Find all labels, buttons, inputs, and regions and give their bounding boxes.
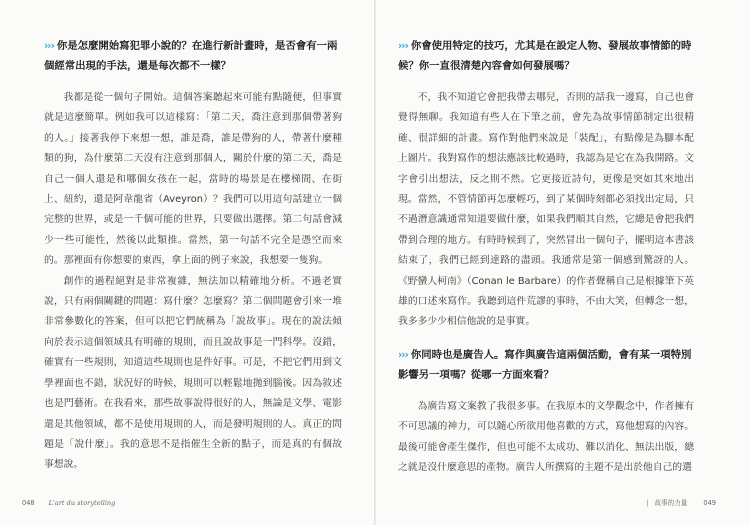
running-title: 故事的力量 bbox=[654, 499, 688, 507]
question-text: 你是怎麼開始寫犯罪小說的？在進行新計畫時，是否會有一兩個經常出現的手法，還是每次都不一樣？ bbox=[44, 40, 338, 72]
question-arrow-icon: ››› bbox=[398, 348, 408, 361]
interview-question bbox=[398, 36, 694, 76]
answer-paragraph: 不，我不知道它會把我帶去哪兒，否則的話我一邊寫，自己也會覺得無聊。我知道有些人在下筆之前，會先為故事情節制定出很精確、很詳細的計畫。寫作對他們來說是「裝配」，有點像是為腳本配上圖片。我對寫作的想法應該比較過時，我認為是它在為我開路。文字會引出想法，反之則不然。它更接近詩句，更像是突如其來地出現。當然，不管情節再怎麼輕巧，到了某個時刻都必須找出定局，只不過潛意識通常知道要做什麼，如果我們順其自然，它總是會把我們帶到合理的地方。有時時候到了，突然冒出一個句子，擺明這本書該結束了，我們已經到達路的盡頭。我通常是第一個感到驚訝的人。《野蠻人柯南》（Conan le Barbare）的作者聲稱自己是根據筆下英雄的口述來寫作。我聽到這件荒謬的事時，不由大笑，但轉念一想，我多多少少相信他說的是事實。 bbox=[398, 92, 694, 328]
page-footer bbox=[22, 499, 115, 507]
question-arrow-icon: ››› bbox=[398, 40, 408, 52]
question-text: 你會使用特定的技巧，尤其是在設定人物、發展故事情節的時候？你一直很清楚內容會如何發展嗎？ bbox=[398, 40, 692, 72]
left-text-column bbox=[44, 36, 342, 476]
answer-paragraph: 為廣告寫文案教了我很多事。在我原本的文學觀念中，作者擁有不可思議的神力，可以隨心所欲用他喜歡的方式，寫他想寫的內容。最後可能會產生傑作，但也可能不太成功、難以消化、無法出版，總之就是沒什麼意思的產物。廣告人所撰寫的主題不是出於他自己的選 bbox=[398, 400, 694, 474]
answer-paragraph: 我都是從一個句子開始。這個答案聽起來可能有點隨便，但事實就是這麼簡單。例如我可以這樣寫：「第二天，喬注意到那個帶著狗的人。」接著我停下來想一想，誰是喬，誰是帶狗的人，帶著什麼種類的狗，為什麼第二天沒有注意到那個人，關於什麼的第二天，喬是自己一個人還是和哪個女孩在一起，當時的場景是在樓梯間、在街上、紐約，還是阿韋龍省（Aveyron）？我們可以用這句話建立一個完整的世界，或是一千個可能的世界，只要做出選擇。第二句話會減少一些可能性，然後以此類推。當然，第一句話不完全是憑空而來的。那裡面有你想要的東西，拿上面的例子來說，我想要一隻狗。 bbox=[44, 92, 342, 267]
question-text: 你同時也是廣告人。寫作與廣告這兩個活動，會有某一項特別影響另一項嗎？從哪一方面來看？ bbox=[398, 348, 692, 381]
interview-question bbox=[398, 345, 694, 385]
interview-question bbox=[44, 36, 342, 76]
right-text-column bbox=[398, 36, 694, 479]
left-page bbox=[0, 0, 374, 525]
page-number: 048 bbox=[22, 499, 35, 507]
right-page bbox=[376, 0, 750, 525]
question-arrow-icon: ››› bbox=[44, 40, 54, 52]
folio-bar: | bbox=[646, 499, 649, 507]
answer-paragraph: 創作的過程絕對是非常複雜，無法加以精確地分析。不過老實說，只有兩個關鍵的問題：寫什麼？怎麼寫？第二個問題會引來一堆非常參數化的答案，但可以把它們統稱為「說故事」。現在的說法傾向於表示這個領域具有明確的規則，而且說故事是一門科學。沒錯，確實有一些規則，知道這些規則也是件好事。可是，不把它們用到文學裡面也不錯，狀況好的時候，規則可以輕鬆地拋到腦後。因為敘述也是門藝術。在我看來，那些故事說得很好的人，無論是文學、電影還是其他領域，都不是使用規則的人，而是發明規則的人。真正的問題是「說什麼」。我的意思不是指催生全新的點子，而是真的有個故事想說。 bbox=[44, 275, 342, 471]
page-number: 049 bbox=[703, 499, 716, 507]
page-footer bbox=[646, 497, 716, 507]
running-title: L'art du storytelling bbox=[48, 499, 116, 507]
